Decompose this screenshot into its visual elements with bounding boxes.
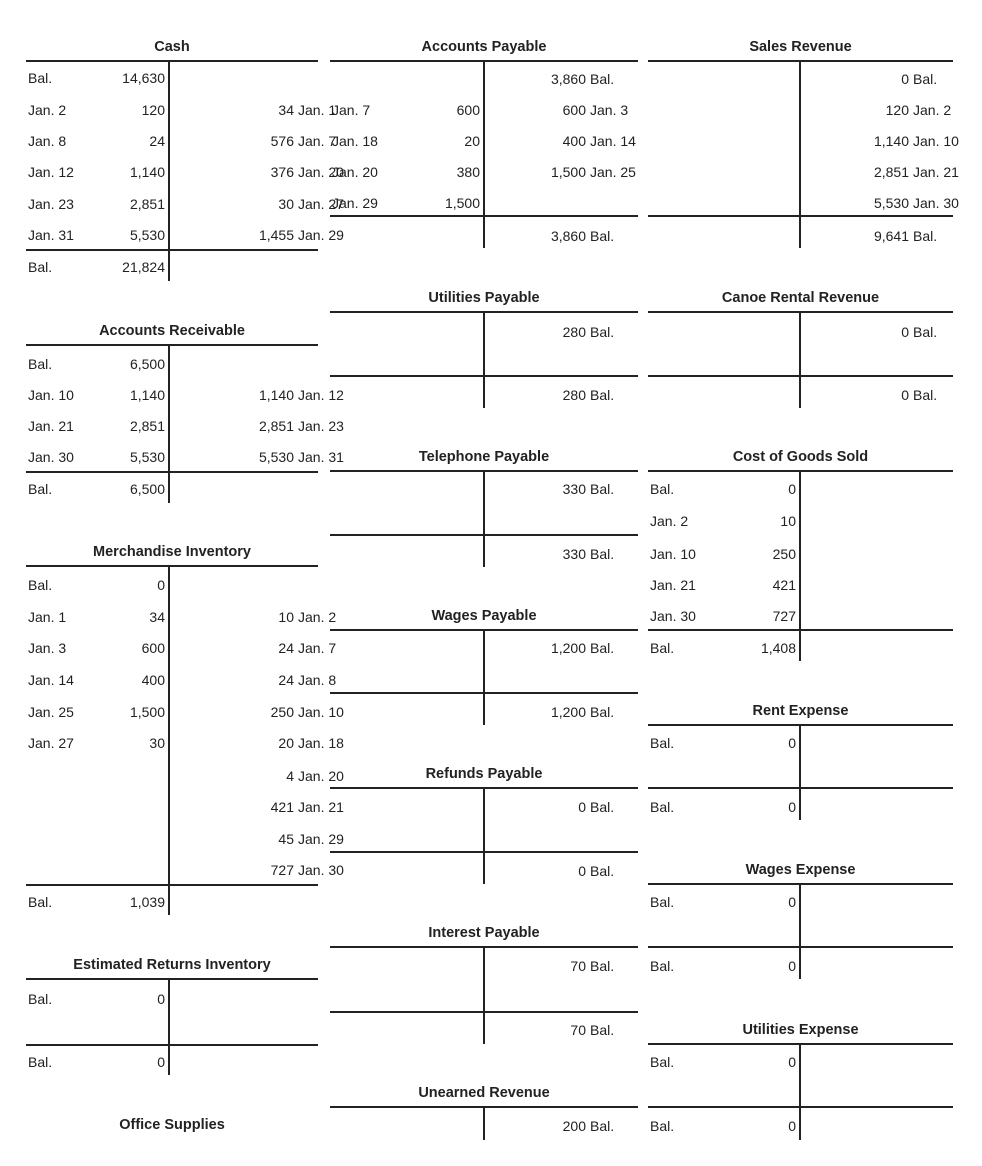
- entry-row: [26, 892, 318, 912]
- debit-amount: 30: [149, 735, 165, 751]
- credit-label: Jan. 10: [298, 704, 344, 720]
- credit-amount: 280: [562, 387, 586, 403]
- entry-row: [26, 68, 318, 88]
- credit-amount: 0: [901, 71, 909, 87]
- credit-label: Bal.: [590, 863, 615, 879]
- debit-amount: 34: [149, 609, 165, 625]
- credit-amount: 1,200: [550, 704, 586, 720]
- debit-label: Bal.: [28, 70, 53, 86]
- credit-amount: 400: [562, 133, 586, 149]
- account-title: Rent Expense: [752, 703, 849, 719]
- debit-amount: 0: [157, 991, 165, 1007]
- credit-amount: 200: [562, 1118, 586, 1134]
- entry-row: [26, 162, 344, 182]
- debit-amount: 0: [788, 481, 796, 497]
- debit-amount: 0: [157, 577, 165, 593]
- credit-amount: 421: [270, 799, 294, 815]
- entry-row: [648, 956, 953, 976]
- credit-label: Bal.: [590, 958, 615, 974]
- debit-amount: 0: [157, 1054, 165, 1070]
- account-title: Office Supplies: [119, 1117, 225, 1133]
- debit-amount: 10: [780, 513, 796, 529]
- credit-label: Jan. 23: [298, 418, 344, 434]
- debit-label: Bal.: [650, 894, 675, 910]
- credit-amount: 120: [885, 102, 909, 118]
- entry-row: [330, 193, 638, 213]
- debit-label: Jan. 1: [28, 609, 67, 625]
- credit-amount: 1,140: [258, 387, 294, 403]
- debit-label: Jan. 3: [28, 640, 67, 656]
- credit-label: Jan. 20: [298, 768, 344, 784]
- entry-row: [26, 797, 344, 817]
- debit-amount: 600: [141, 640, 165, 656]
- credit-label: Jan. 10: [913, 133, 959, 149]
- credit-amount: 0: [578, 799, 586, 815]
- credit-label: Bal.: [590, 640, 615, 656]
- debit-label: Bal.: [650, 958, 675, 974]
- debit-amount: 2,851: [129, 418, 165, 434]
- credit-amount: 600: [562, 102, 586, 118]
- entry-row: [648, 638, 953, 658]
- debit-label: Jan. 21: [28, 418, 74, 434]
- entry-row: [26, 670, 337, 690]
- debit-label: Bal.: [28, 259, 53, 275]
- credit-amount: 330: [562, 546, 586, 562]
- credit-amount: 5,530: [873, 195, 909, 211]
- credit-amount: 9,641: [873, 228, 909, 244]
- entry-row: [648, 193, 959, 213]
- entry-row: [330, 131, 638, 151]
- credit-label: Jan. 29: [298, 831, 344, 847]
- entry-row: [648, 797, 953, 817]
- entry-row: [330, 956, 638, 976]
- entry-row: [648, 322, 953, 342]
- entry-row: [26, 225, 344, 245]
- credit-amount: 4: [286, 768, 294, 784]
- entry-row: [648, 511, 953, 531]
- credit-amount: 2,851: [873, 164, 909, 180]
- debit-amount: 14,630: [122, 70, 165, 86]
- entry-row: [330, 797, 638, 817]
- entry-row: [26, 385, 344, 405]
- debit-label: Bal.: [650, 735, 675, 751]
- credit-label: Jan. 31: [298, 449, 344, 465]
- debit-amount: 1,500: [129, 704, 165, 720]
- account-title: Utilities Expense: [742, 1022, 859, 1038]
- credit-amount: 3,860: [550, 228, 586, 244]
- credit-label: Jan. 2: [298, 609, 337, 625]
- t-account-total-line: [26, 471, 318, 473]
- t-account-divider: [799, 471, 801, 661]
- entry-row: [330, 1020, 638, 1040]
- debit-amount: 1,140: [129, 387, 165, 403]
- credit-amount: 10: [278, 609, 294, 625]
- account-title: Canoe Rental Revenue: [721, 290, 880, 306]
- debit-amount: 400: [141, 672, 165, 688]
- credit-label: Jan. 21: [913, 164, 959, 180]
- entry-row: [26, 829, 344, 849]
- credit-label: Jan. 12: [298, 387, 344, 403]
- credit-amount: 34: [278, 102, 294, 118]
- credit-label: Jan. 29: [298, 227, 344, 243]
- credit-label: Bal.: [590, 704, 615, 720]
- credit-label: Bal.: [590, 387, 615, 403]
- credit-label: Bal.: [590, 228, 615, 244]
- entry-row: [26, 575, 318, 595]
- entry-row: [648, 1116, 953, 1136]
- t-account-top-line: [26, 565, 318, 567]
- debit-amount: 1,408: [760, 640, 796, 656]
- credit-label: Bal.: [590, 1022, 615, 1038]
- entry-row: [330, 638, 638, 658]
- credit-label: Bal.: [590, 324, 615, 340]
- credit-amount: 45: [278, 831, 294, 847]
- credit-label: Bal.: [590, 546, 615, 562]
- entry-row: [330, 702, 638, 722]
- entry-row: [648, 606, 953, 626]
- credit-label: Bal.: [913, 228, 938, 244]
- entry-row: [330, 861, 638, 881]
- credit-label: Jan. 1: [298, 102, 337, 118]
- debit-label: Bal.: [28, 481, 53, 497]
- t-account-top-line: [26, 978, 318, 980]
- debit-label: Jan. 29: [332, 195, 378, 211]
- credit-label: Jan. 21: [298, 799, 344, 815]
- debit-label: Jan. 12: [28, 164, 74, 180]
- debit-label: Jan. 14: [28, 672, 74, 688]
- entry-row: [648, 69, 953, 89]
- credit-amount: 20: [278, 735, 294, 751]
- debit-label: Bal.: [650, 1054, 675, 1070]
- credit-label: Bal.: [590, 799, 615, 815]
- entry-row: [330, 226, 638, 246]
- entry-row: [330, 479, 638, 499]
- credit-amount: 250: [270, 704, 294, 720]
- account-title: Wages Payable: [431, 608, 537, 624]
- t-account-divider: [483, 61, 485, 248]
- debit-amount: 0: [788, 1054, 796, 1070]
- credit-amount: 70: [570, 958, 586, 974]
- entry-row: [26, 257, 318, 277]
- credit-amount: 1,140: [873, 133, 909, 149]
- entry-row: [26, 447, 344, 467]
- debit-amount: 5,530: [129, 449, 165, 465]
- debit-amount: 24: [149, 133, 165, 149]
- debit-label: Jan. 10: [28, 387, 74, 403]
- credit-amount: 70: [570, 1022, 586, 1038]
- credit-amount: 280: [562, 324, 586, 340]
- entry-row: [330, 100, 638, 120]
- t-account-total-line: [26, 884, 318, 886]
- credit-amount: 2,851: [258, 418, 294, 434]
- debit-label: Jan. 8: [28, 133, 67, 149]
- entry-row: [648, 131, 959, 151]
- entry-row: [648, 575, 953, 595]
- credit-amount: 727: [270, 862, 294, 878]
- debit-label: Jan. 30: [28, 449, 74, 465]
- debit-amount: 600: [456, 102, 480, 118]
- debit-label: Jan. 20: [332, 164, 378, 180]
- debit-amount: 380: [456, 164, 480, 180]
- entry-row: [26, 194, 344, 214]
- account-title: Sales Revenue: [749, 39, 852, 55]
- debit-label: Jan. 27: [28, 735, 74, 751]
- debit-amount: 421: [772, 577, 796, 593]
- credit-amount: 330: [562, 481, 586, 497]
- debit-amount: 727: [772, 608, 796, 624]
- credit-label: Bal.: [913, 387, 938, 403]
- debit-label: Bal.: [28, 356, 53, 372]
- entry-row: [26, 131, 337, 151]
- credit-label: Jan. 7: [298, 640, 337, 656]
- entry-row: [648, 385, 953, 405]
- t-account-top-line: [26, 344, 318, 346]
- credit-label: Jan. 8: [298, 672, 337, 688]
- debit-label: Jan. 2: [650, 513, 689, 529]
- debit-label: Jan. 23: [28, 196, 74, 212]
- t-account-top-line: [26, 60, 318, 62]
- credit-amount: 30: [278, 196, 294, 212]
- credit-label: Jan. 18: [298, 735, 344, 751]
- debit-amount: 2,851: [129, 196, 165, 212]
- t-account-divider: [799, 61, 801, 248]
- debit-amount: 0: [788, 735, 796, 751]
- debit-label: Bal.: [650, 481, 675, 497]
- debit-amount: 0: [788, 894, 796, 910]
- debit-label: Bal.: [28, 894, 53, 910]
- entry-row: [330, 544, 638, 564]
- debit-label: Bal.: [650, 799, 675, 815]
- account-title: Estimated Returns Inventory: [73, 957, 271, 973]
- entry-row: [26, 638, 337, 658]
- debit-amount: 5,530: [129, 227, 165, 243]
- debit-label: Jan. 25: [28, 704, 74, 720]
- entry-row: [330, 69, 638, 89]
- account-title: Interest Payable: [428, 925, 540, 941]
- account-title: Cash: [154, 39, 190, 55]
- debit-amount: 6,500: [129, 481, 165, 497]
- entry-row: [648, 479, 953, 499]
- debit-label: Bal.: [650, 1118, 675, 1134]
- credit-amount: 376: [270, 164, 294, 180]
- credit-label: Jan. 30: [298, 862, 344, 878]
- credit-amount: 1,455: [258, 227, 294, 243]
- entry-row: [26, 100, 337, 120]
- credit-amount: 1,200: [550, 640, 586, 656]
- credit-label: Bal.: [590, 71, 615, 87]
- credit-amount: 1,500: [550, 164, 586, 180]
- debit-label: Jan. 2: [28, 102, 67, 118]
- debit-label: Bal.: [28, 991, 53, 1007]
- debit-label: Jan. 10: [650, 546, 696, 562]
- entry-row: [648, 226, 953, 246]
- debit-amount: 0: [788, 799, 796, 815]
- debit-label: Jan. 21: [650, 577, 696, 593]
- credit-amount: 0: [901, 324, 909, 340]
- account-title: Cost of Goods Sold: [732, 449, 869, 465]
- credit-amount: 24: [278, 672, 294, 688]
- debit-amount: 1,500: [444, 195, 480, 211]
- credit-amount: 24: [278, 640, 294, 656]
- debit-amount: 120: [141, 102, 165, 118]
- credit-label: Bal.: [590, 1118, 615, 1134]
- entry-row: [26, 989, 318, 1009]
- debit-label: Bal.: [28, 577, 53, 593]
- entry-row: [26, 733, 344, 753]
- credit-label: Jan. 20: [298, 164, 344, 180]
- entry-row: [26, 702, 344, 722]
- debit-label: Bal.: [28, 1054, 53, 1070]
- account-title: Unearned Revenue: [418, 1085, 550, 1101]
- debit-amount: 250: [772, 546, 796, 562]
- entry-row: [648, 892, 953, 912]
- entry-row: [330, 385, 638, 405]
- account-title: Accounts Receivable: [99, 323, 245, 339]
- entry-row: [330, 322, 638, 342]
- entry-row: [26, 1052, 318, 1072]
- entry-row: [648, 733, 953, 753]
- entry-row: [330, 162, 638, 182]
- entry-row: [648, 162, 959, 182]
- credit-amount: 3,860: [550, 71, 586, 87]
- account-title: Accounts Payable: [421, 39, 547, 55]
- debit-label: Jan. 18: [332, 133, 378, 149]
- debit-amount: 0: [788, 958, 796, 974]
- entry-row: [26, 860, 344, 880]
- account-title: Wages Expense: [745, 862, 856, 878]
- credit-amount: 576: [270, 133, 294, 149]
- entry-row: [26, 416, 344, 436]
- entry-row: [648, 1052, 953, 1072]
- t-account-total-line: [26, 249, 318, 251]
- credit-label: Jan. 25: [590, 164, 636, 180]
- credit-amount: 0: [578, 863, 586, 879]
- debit-label: Jan. 7: [332, 102, 371, 118]
- account-title: Refunds Payable: [425, 766, 543, 782]
- credit-label: Jan. 27: [298, 196, 344, 212]
- credit-label: Bal.: [913, 324, 938, 340]
- credit-label: Jan. 7: [298, 133, 337, 149]
- credit-amount: 0: [901, 387, 909, 403]
- debit-amount: 21,824: [122, 259, 165, 275]
- credit-label: Bal.: [590, 481, 615, 497]
- debit-amount: 1,140: [129, 164, 165, 180]
- credit-label: Bal.: [913, 71, 938, 87]
- debit-amount: 1,039: [129, 894, 165, 910]
- entry-row: [26, 766, 344, 786]
- entry-row: [648, 100, 953, 120]
- debit-amount: 6,500: [129, 356, 165, 372]
- entry-row: [26, 354, 318, 374]
- t-account-total-line: [26, 1044, 318, 1046]
- account-title: Utilities Payable: [428, 290, 540, 306]
- credit-label: Jan. 14: [590, 133, 636, 149]
- entry-row: [26, 479, 318, 499]
- account-title: Merchandise Inventory: [93, 544, 251, 560]
- debit-label: Jan. 31: [28, 227, 74, 243]
- entry-row: [26, 607, 337, 627]
- credit-amount: 5,530: [258, 449, 294, 465]
- credit-label: Jan. 30: [913, 195, 959, 211]
- account-title: Telephone Payable: [418, 449, 550, 465]
- debit-label: Jan. 30: [650, 608, 696, 624]
- credit-label: Jan. 3: [590, 102, 629, 118]
- debit-amount: 0: [788, 1118, 796, 1134]
- credit-label: Jan. 2: [913, 102, 952, 118]
- entry-row: [330, 1116, 638, 1136]
- debit-amount: 20: [464, 133, 480, 149]
- entry-row: [648, 544, 953, 564]
- debit-label: Bal.: [650, 640, 675, 656]
